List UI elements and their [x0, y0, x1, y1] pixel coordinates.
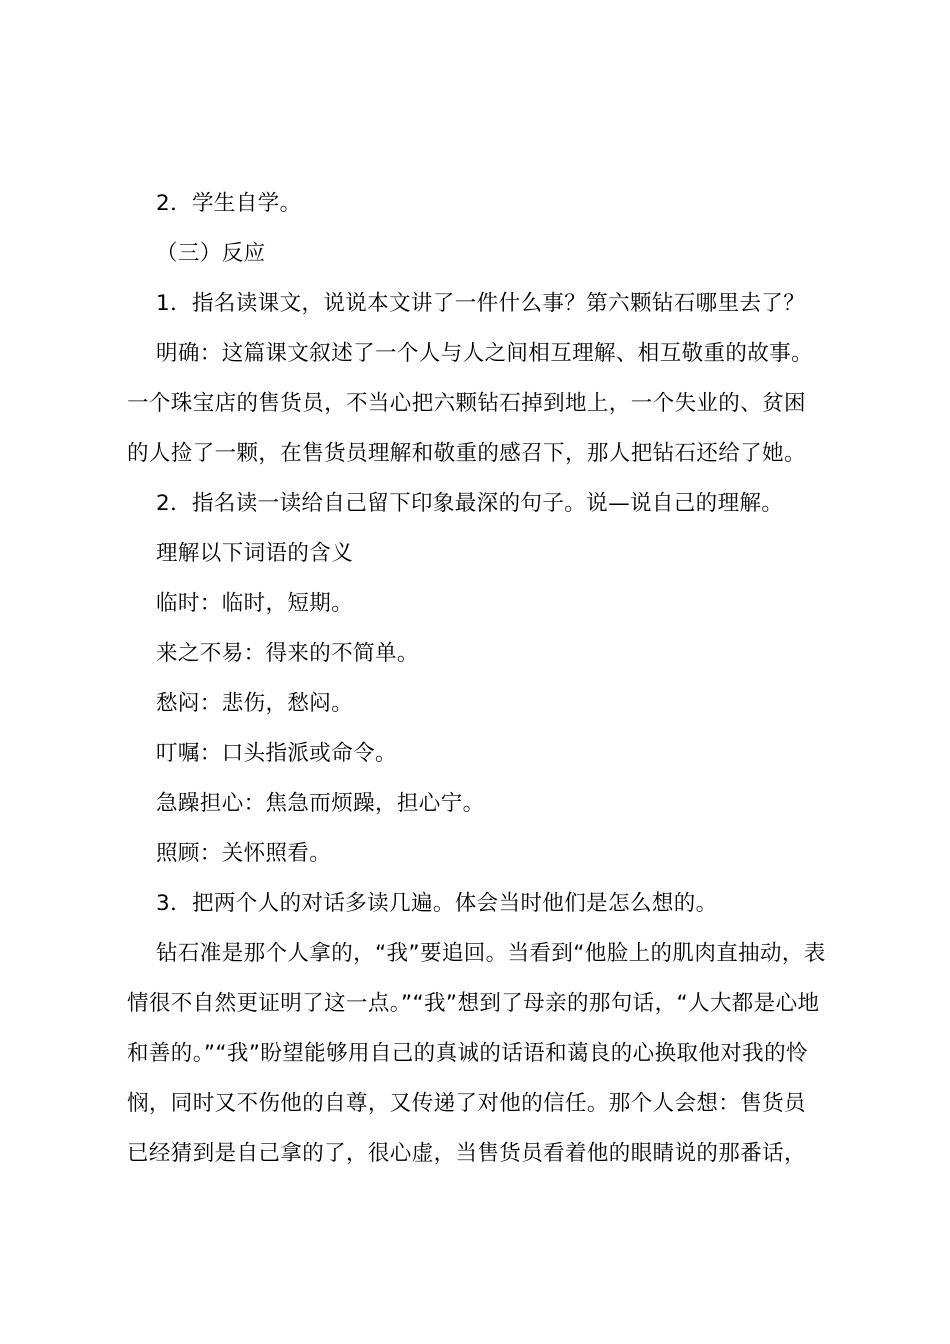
line-15: 3．把两个人的对话多读几遍。体会当时他们是怎么想的。: [156, 891, 718, 916]
line-18: 和善的。”“我”盼望能够用自己的真诚的话语和蔼良的心换取他对我的怜: [127, 1041, 808, 1066]
line-17: 情很不自然更证明了这一点。”“我”想到了母亲的那句话，“人大都是心地: [127, 991, 820, 1016]
line-6: 的人捡了一颗，在售货员理解和敬重的感召下，那人把钻石还给了她。: [127, 441, 806, 466]
line-11: 愁闷：悲伤，愁闷。: [156, 691, 354, 716]
line-12: 叮嘱：口头指派或命令。: [156, 741, 397, 766]
line-8: 理解以下词语的含义: [156, 541, 354, 566]
line-3: 1．指名读课文，说说本文讲了一件什么事？第六颗钻石哪里去了？: [156, 291, 806, 316]
line-2: （三）反应: [156, 241, 266, 266]
line-20: 已经猜到是自己拿的了，很心虚，当售货员看着他的眼睛说的那番话，: [127, 1141, 806, 1166]
line-4: 明确：这篇课文叙述了一个人与人之间相互理解、相互敬重的故事。: [156, 341, 814, 366]
line-5: 一个珠宝店的售货员，不当心把六颗钻石掉到地上，一个失业的、贫困: [127, 391, 806, 416]
line-16: 钻石准是那个人拿的，“我”要追回。当看到“他脸上的肌肉直抽动，表: [156, 941, 826, 966]
line-7: 2．指名读一读给自己留下印象最深的句子。说—说自己的理解。: [156, 491, 784, 516]
line-1: 2．学生自学。: [156, 191, 302, 216]
line-14: 照顾：关怀照看。: [156, 841, 332, 866]
line-19: 悯，同时又不伤他的自尊，又传递了对他的信任。那个人会想：售货员: [127, 1091, 806, 1116]
line-13: 急躁担心：焦急而烦躁，担心宁。: [156, 791, 485, 816]
line-9: 临时：临时，短期。: [156, 591, 354, 616]
document-body: [127, 179, 833, 1179]
line-10: 来之不易：得来的不简单。: [156, 641, 419, 666]
